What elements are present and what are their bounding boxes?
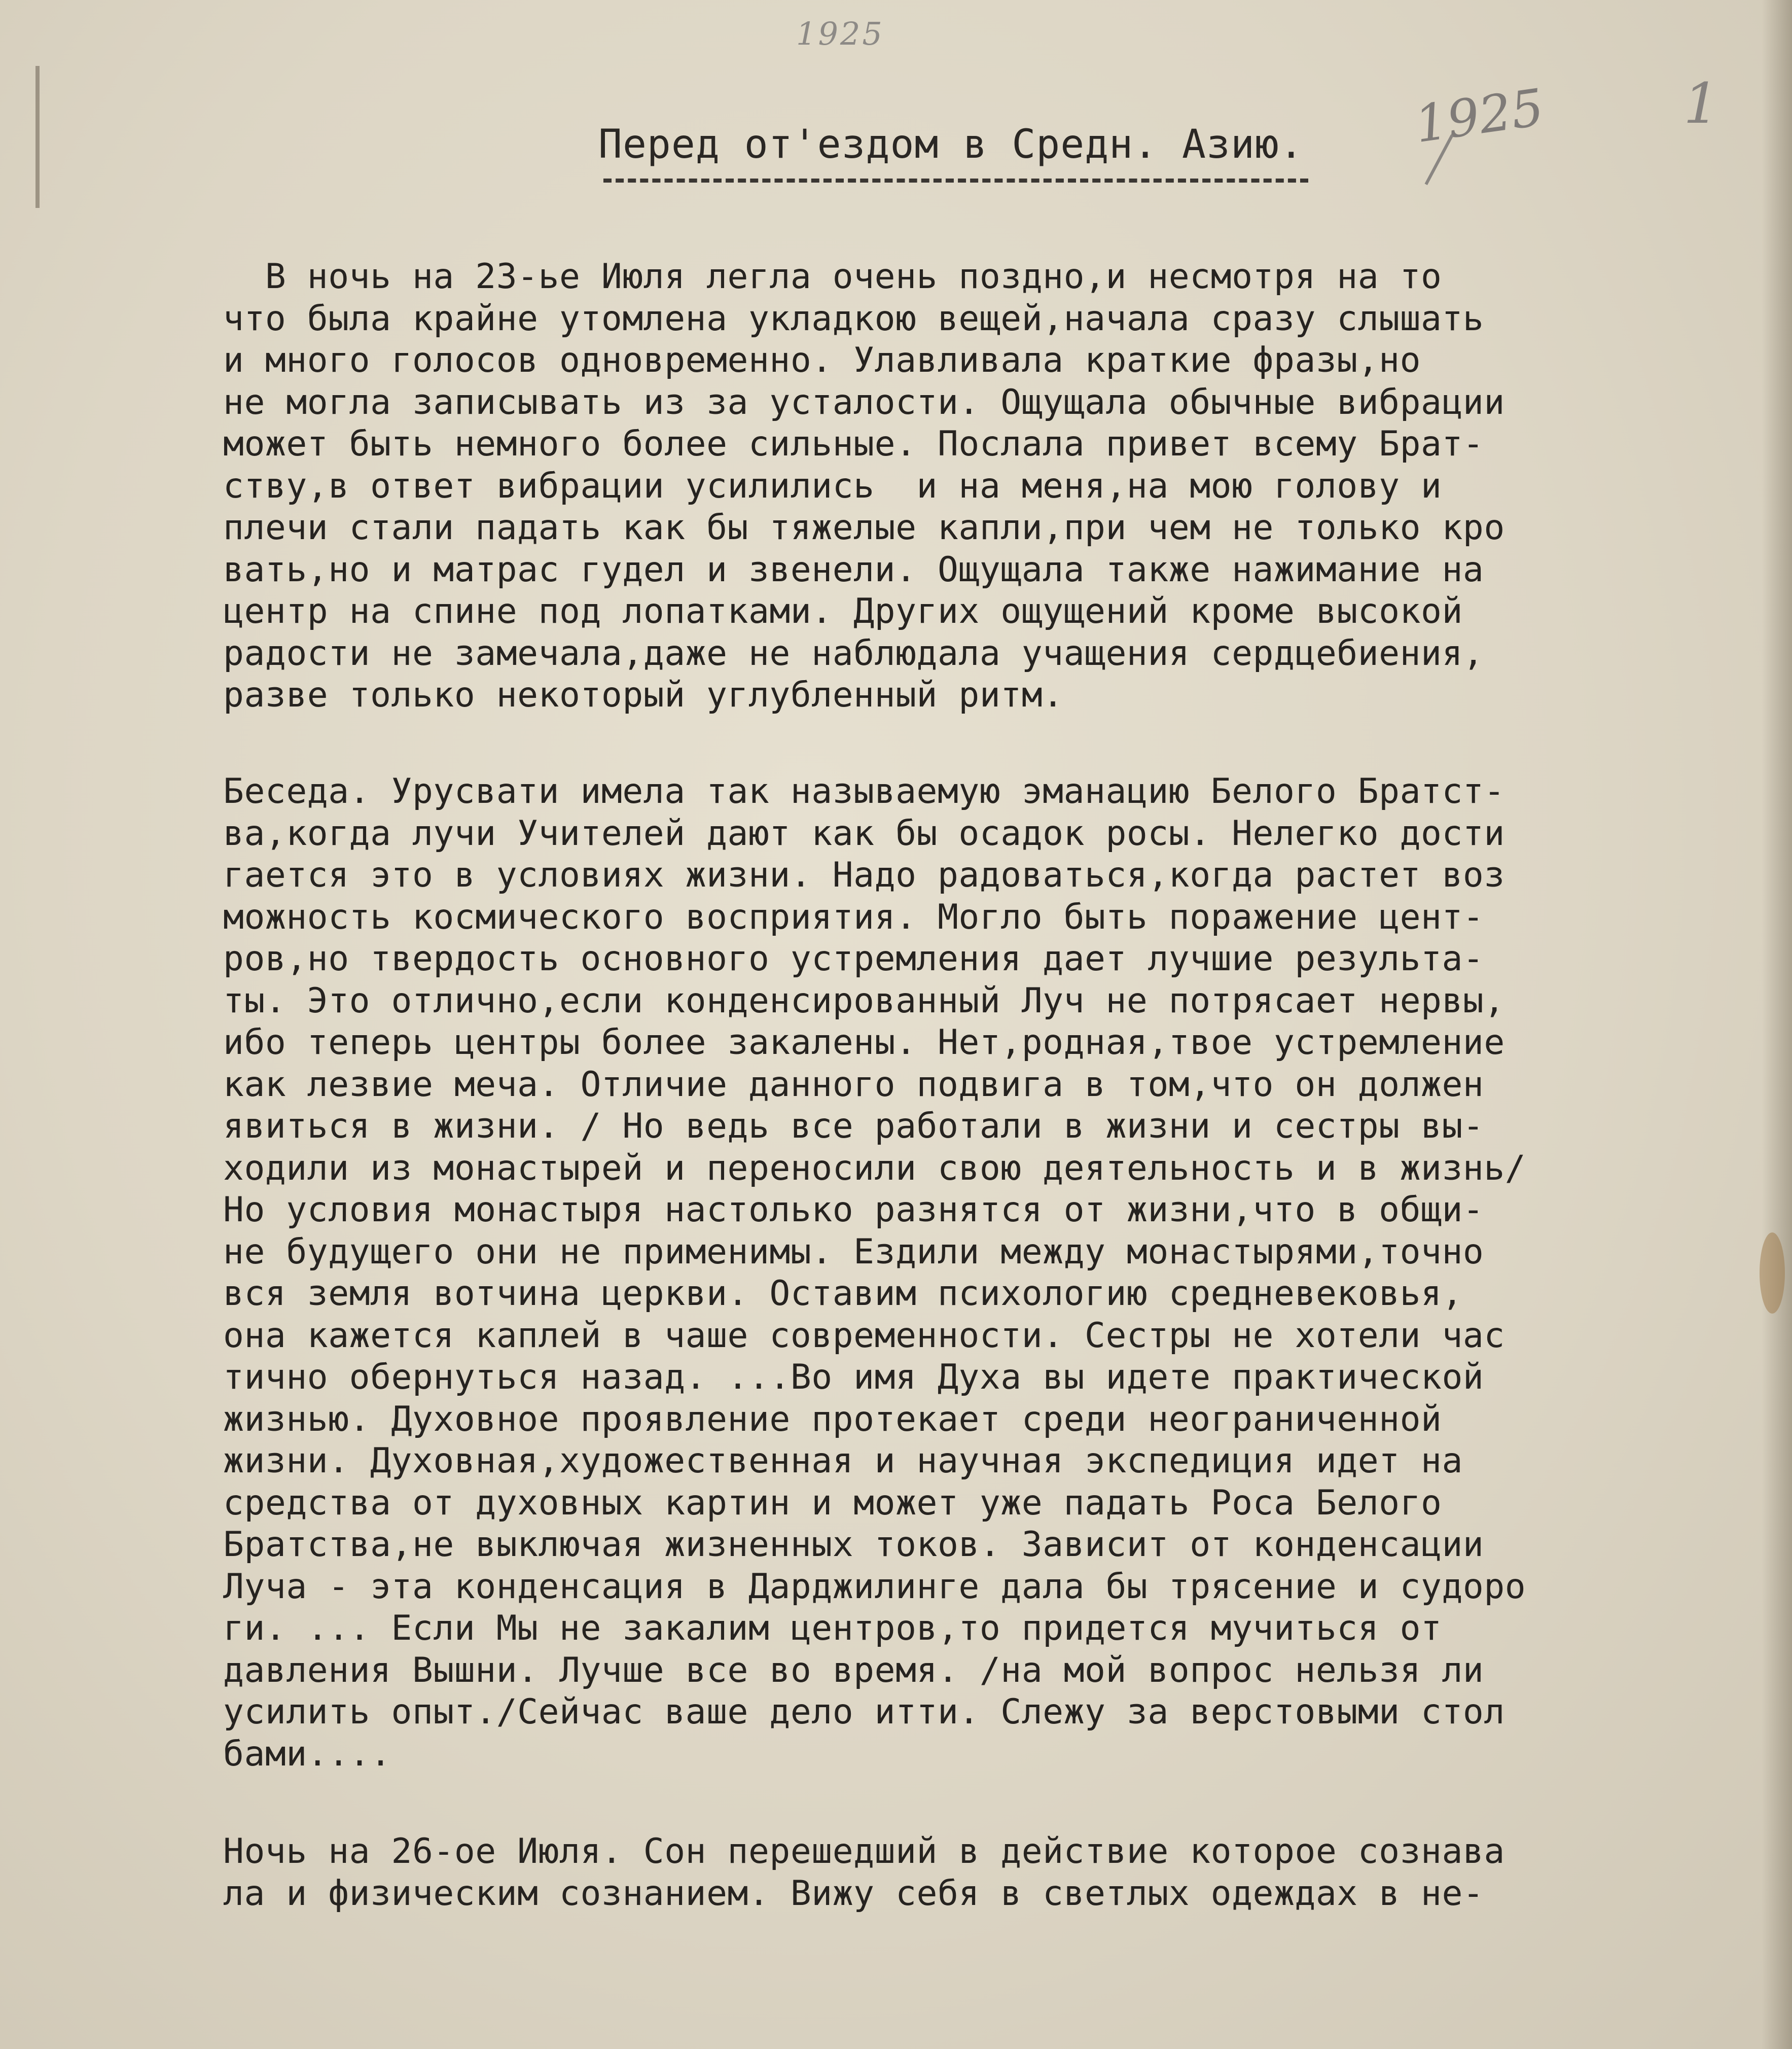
paragraph-conversation: Беседа. Урусвати имела так называемую эманацию Белого Братст- ва,когда лучи Учителей дают как бы осадок росы. Нелегко дости гается это в условиях жизни. Надо радоваться,когда растет воз можность космического восприятия. Могло быть поражение цент- ров,но твердость основного устремления дает лучшие результа- ты. Это отлично,если конденсированный Луч не потрясает нервы, ибо теперь центры более закалены. Нет,родная,твое устремление как лезвие меча. Отличие данного подвига в том,что он должен явиться в жизни. / Но ведь все работали в жизни и сестры вы- ходили из монастырей и переносили свою деятельность и в жизнь/ Но условия монастыря настолько разнятся от жизни,что в общи- не будущего они не применимы. Ездили между монастырями,точно вся земля вотчина церкви. Оставим психологию средневековья, она кажется каплей в чаше современности. Сестры не хотели час тично обернуться назад. ...Во имя Духа вы идете практической жизнью. Духовное проявление протекает среди неограниченной жизни. Духовная,художественная и научная экспедиция идет на средства от духовных картин и может уже падать Роса Белого Братства,не выключая жизненных токов. Зависит от конденсации Луча - эта конденсация в Дарджилинге дала бы трясение и судоро ги. ... Если Мы не закалим центров,то придется мучиться от давления Вышни. Лучше все во время. /на мой вопрос нельзя ли усилить опыт./Сейчас ваше дело итти. Слежу за верстовыми стол бами.... [223,771,1526,1774]
paragraph-night-july-23: В ночь на 23-ье Июля легла очень поздно,и несмотря на то что была крайне утомлена укладкою вещей,начала сразу слышать и много голосов одновременно. Улавливала краткие фразы,но не могла записывать из за усталости. Ощущала обычные вибрации может быть немного более сильные. Послала привет всему Брат- ству,в ответ вибрации усилились и на меня,на мою голову и плечи стали падать как бы тяжелые капли,при чем не только кро вать,но и матрас гудел и звенели. Ощущала также нажимание на центр на спине под лопатками. Других ощущений кроме высокой радости не замечала,даже не наблюдала учащения сердцебиения, разве только некоторый углубленный ритм. [223,257,1505,715]
document-title: Перед от'ездом в Средн. Азию. [598,122,1304,167]
archive-year-note: 1925 [796,15,884,52]
binding-mark [35,66,55,208]
pencil-year-note: 1925 [1411,77,1548,155]
paragraph-night-july-26: Ночь на 26-ое Июля. Сон перешедший в действие которое сознава ла и физическим сознанием. Вижу себя в светлых одеждах в не- [223,1831,1505,1914]
title-underline [603,179,1308,183]
page-number: 1 [1683,71,1719,136]
